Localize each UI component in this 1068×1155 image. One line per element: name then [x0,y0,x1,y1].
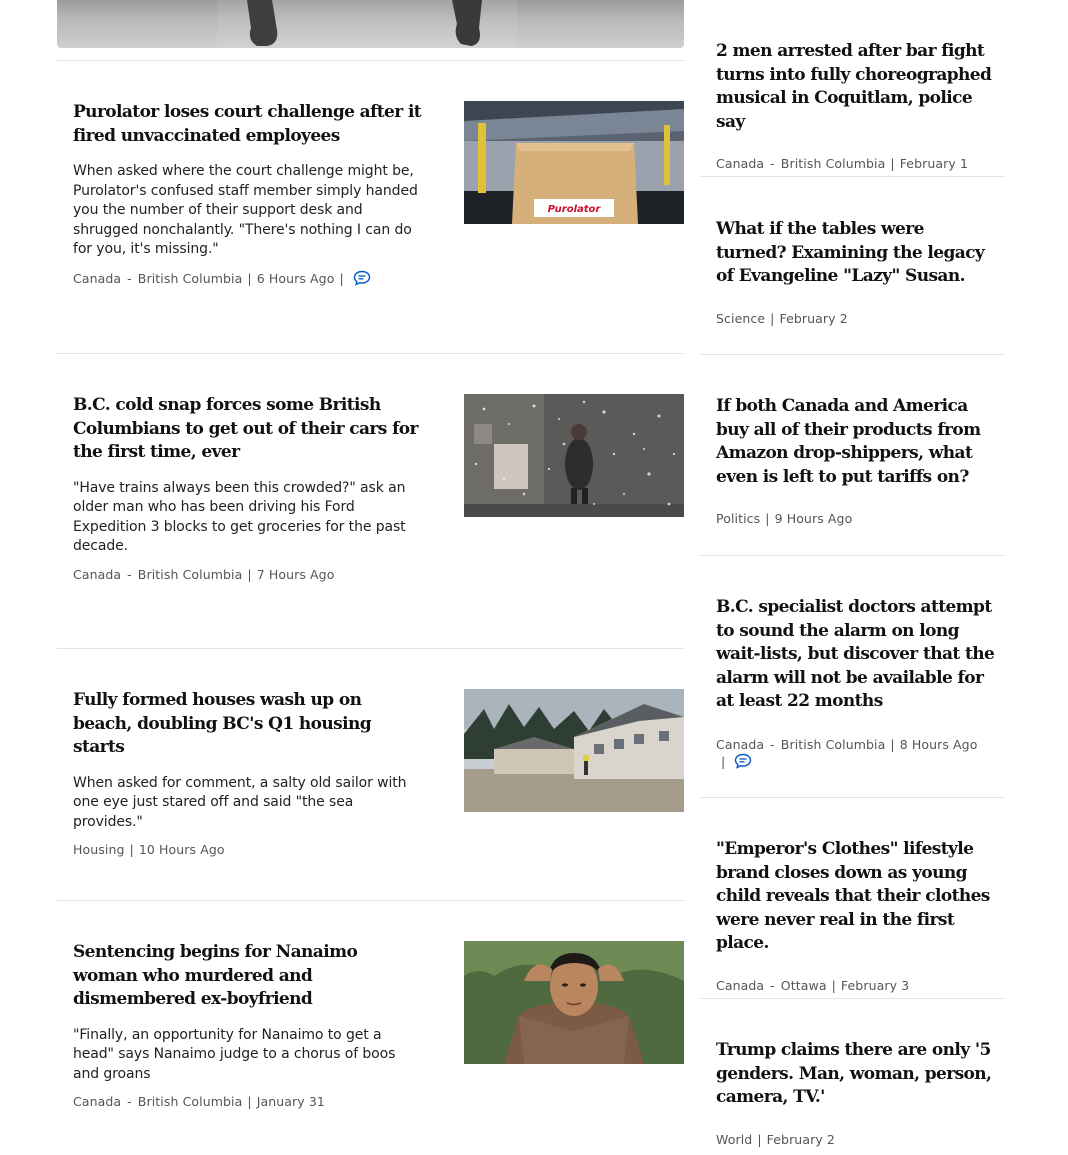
divider [700,797,1005,798]
article-category[interactable]: Canada [73,270,122,286]
sidebar-article-headline[interactable]: Trump claims there are only '5 genders. Man, woman, person, camera, TV.' [716,1040,992,1107]
meta-pipe: | [770,310,775,326]
meta-pipe: | [765,511,770,526]
article-headline[interactable]: Sentencing begins for Nanaimo woman who murdered and dismembered ex-boyfriend [73,942,358,1009]
article-subcategory[interactable]: British Columbia [137,566,243,582]
article-meta [73,842,684,857]
article-time: 10 Hours Ago [138,842,225,857]
divider [57,353,684,354]
sidebar-article-category[interactable]: World [716,1131,753,1147]
divider [700,354,1005,355]
hero-legs-photo [217,0,517,48]
sidebar-article-headline[interactable]: What if the tables were turned? Examining the legacy of Evangeline "Lazy" Susan. [716,219,985,286]
houses-photo [464,689,684,812]
article-thumbnail[interactable] [464,394,684,517]
sidebar-article-meta [716,511,996,526]
meta-pipe: | [339,270,344,286]
sidebar-article-card[interactable] [716,596,996,770]
man-portrait-photo [464,941,684,1064]
sidebar-article-headline[interactable]: "Emperor's Clothes" lifestyle brand closes down as young child reveals that their clothes were never real in the first place. [716,839,990,953]
sidebar-article-time: February 3 [840,977,910,993]
sidebar-article-category[interactable]: Politics [716,511,761,526]
divider [700,998,1005,999]
box-label: Purolator [547,204,601,215]
comment-icon[interactable] [734,753,752,769]
sidebar-article-card[interactable] [716,40,996,171]
article-summary: When asked for comment, a salty old sailor with one eye just stared off and said "the sea provides." [73,774,407,830]
sidebar-article-card[interactable] [716,218,996,326]
divider [700,555,1005,556]
purolator-box-photo [464,101,684,224]
article-summary: "Have trains always been this crowded?" ask an older man who has been driving his Ford Expedition 3 blocks to get groceries for the past decade. [73,479,406,554]
article-headline[interactable]: B.C. cold snap forces some British Columbians to get out of their cars for the first time, ever [73,395,418,462]
sidebar-article-time: February 2 [766,1131,835,1147]
sidebar-article-meta [716,978,996,993]
article-subcategory[interactable]: British Columbia [137,270,243,286]
article-thumbnail[interactable] [464,941,684,1064]
meta-pipe: | [129,842,134,857]
sidebar-article-headline[interactable]: 2 men arrested after bar fight turns into fully choreographed musical in Coquitlam, police say [716,41,992,132]
meta-dash: - [127,270,132,286]
meta-pipe: | [247,270,252,286]
article-headline[interactable]: Fully formed houses wash up on beach, doubling BC's Q1 housing starts [73,690,372,757]
sidebar-article-category[interactable]: Canada [716,156,765,171]
meta-pipe: | [247,566,252,582]
article-category[interactable]: Housing [73,842,125,857]
sidebar-article-meta [716,156,996,171]
article-summary: When asked where the court challenge might be, Purolator's confused staff member simply handed you the number of their support desk and shrugged nonchalantly. "There's nothing I can do for you, it's missing." [73,163,418,257]
article-subcategory[interactable]: British Columbia [137,1094,243,1109]
meta-dash: - [770,156,775,171]
article-meta [73,1094,684,1109]
meta-dash: - [127,1094,132,1109]
meta-pipe: | [890,736,895,752]
meta-dash: - [770,977,775,993]
hero-image[interactable] [57,0,684,48]
comment-icon[interactable] [353,270,371,286]
sidebar-article-headline[interactable]: B.C. specialist doctors attempt to sound the alarm on long wait-lists, but discover that the alarm will not be available for at least 22 months [716,597,995,711]
divider [700,176,1005,177]
meta-pipe: | [890,156,895,171]
sidebar-article-subcategory[interactable]: British Columbia [780,736,886,752]
sidebar-article-subcategory[interactable]: Ottawa [780,977,827,993]
meta-dash: - [770,736,775,752]
article-thumbnail[interactable] [464,689,684,812]
article-category[interactable]: Canada [73,566,122,582]
sidebar-article-card[interactable] [716,838,996,993]
sidebar-article-card[interactable] [716,395,996,526]
article-meta [73,270,684,286]
sidebar-article-time: February 1 [899,156,969,171]
article-headline[interactable]: Purolator loses court challenge after it fired unvaccinated employees [73,102,422,146]
article-time: 7 Hours Ago [256,566,335,582]
divider [57,900,684,901]
meta-pipe: | [721,753,726,769]
meta-dash: - [127,566,132,582]
sidebar-article-card[interactable] [716,1039,996,1147]
sidebar-article-meta [716,311,996,326]
article-meta [73,567,684,582]
snowfall-photo [464,394,684,517]
meta-pipe: | [831,977,836,993]
sidebar-article-time: 8 Hours Ago [899,736,978,752]
article-summary: "Finally, an opportunity for Nanaimo to get a head" says Nanaimo judge to a chorus of boos and groans [73,1026,396,1082]
article-category[interactable]: Canada [73,1094,122,1109]
sidebar-article-category[interactable]: Canada [716,736,765,752]
sidebar-article-time: 9 Hours Ago [774,511,853,526]
sidebar-article-category[interactable]: Canada [716,977,765,993]
article-time: 6 Hours Ago [256,270,335,286]
sidebar-article-time: February 2 [779,310,848,326]
article-thumbnail[interactable] [464,101,684,224]
sidebar-article-headline[interactable]: If both Canada and America buy all of their products from Amazon drop-shippers, what even is left to put tariffs on? [716,396,981,487]
meta-pipe: | [247,1094,252,1109]
article-time: January 31 [256,1094,325,1109]
sidebar-article-meta [716,736,996,770]
divider [57,60,684,61]
sidebar-article-category[interactable]: Science [716,310,766,326]
sidebar-article-subcategory[interactable]: British Columbia [780,156,886,171]
divider [57,648,684,649]
sidebar-article-meta [716,1132,996,1147]
meta-pipe: | [757,1131,762,1147]
